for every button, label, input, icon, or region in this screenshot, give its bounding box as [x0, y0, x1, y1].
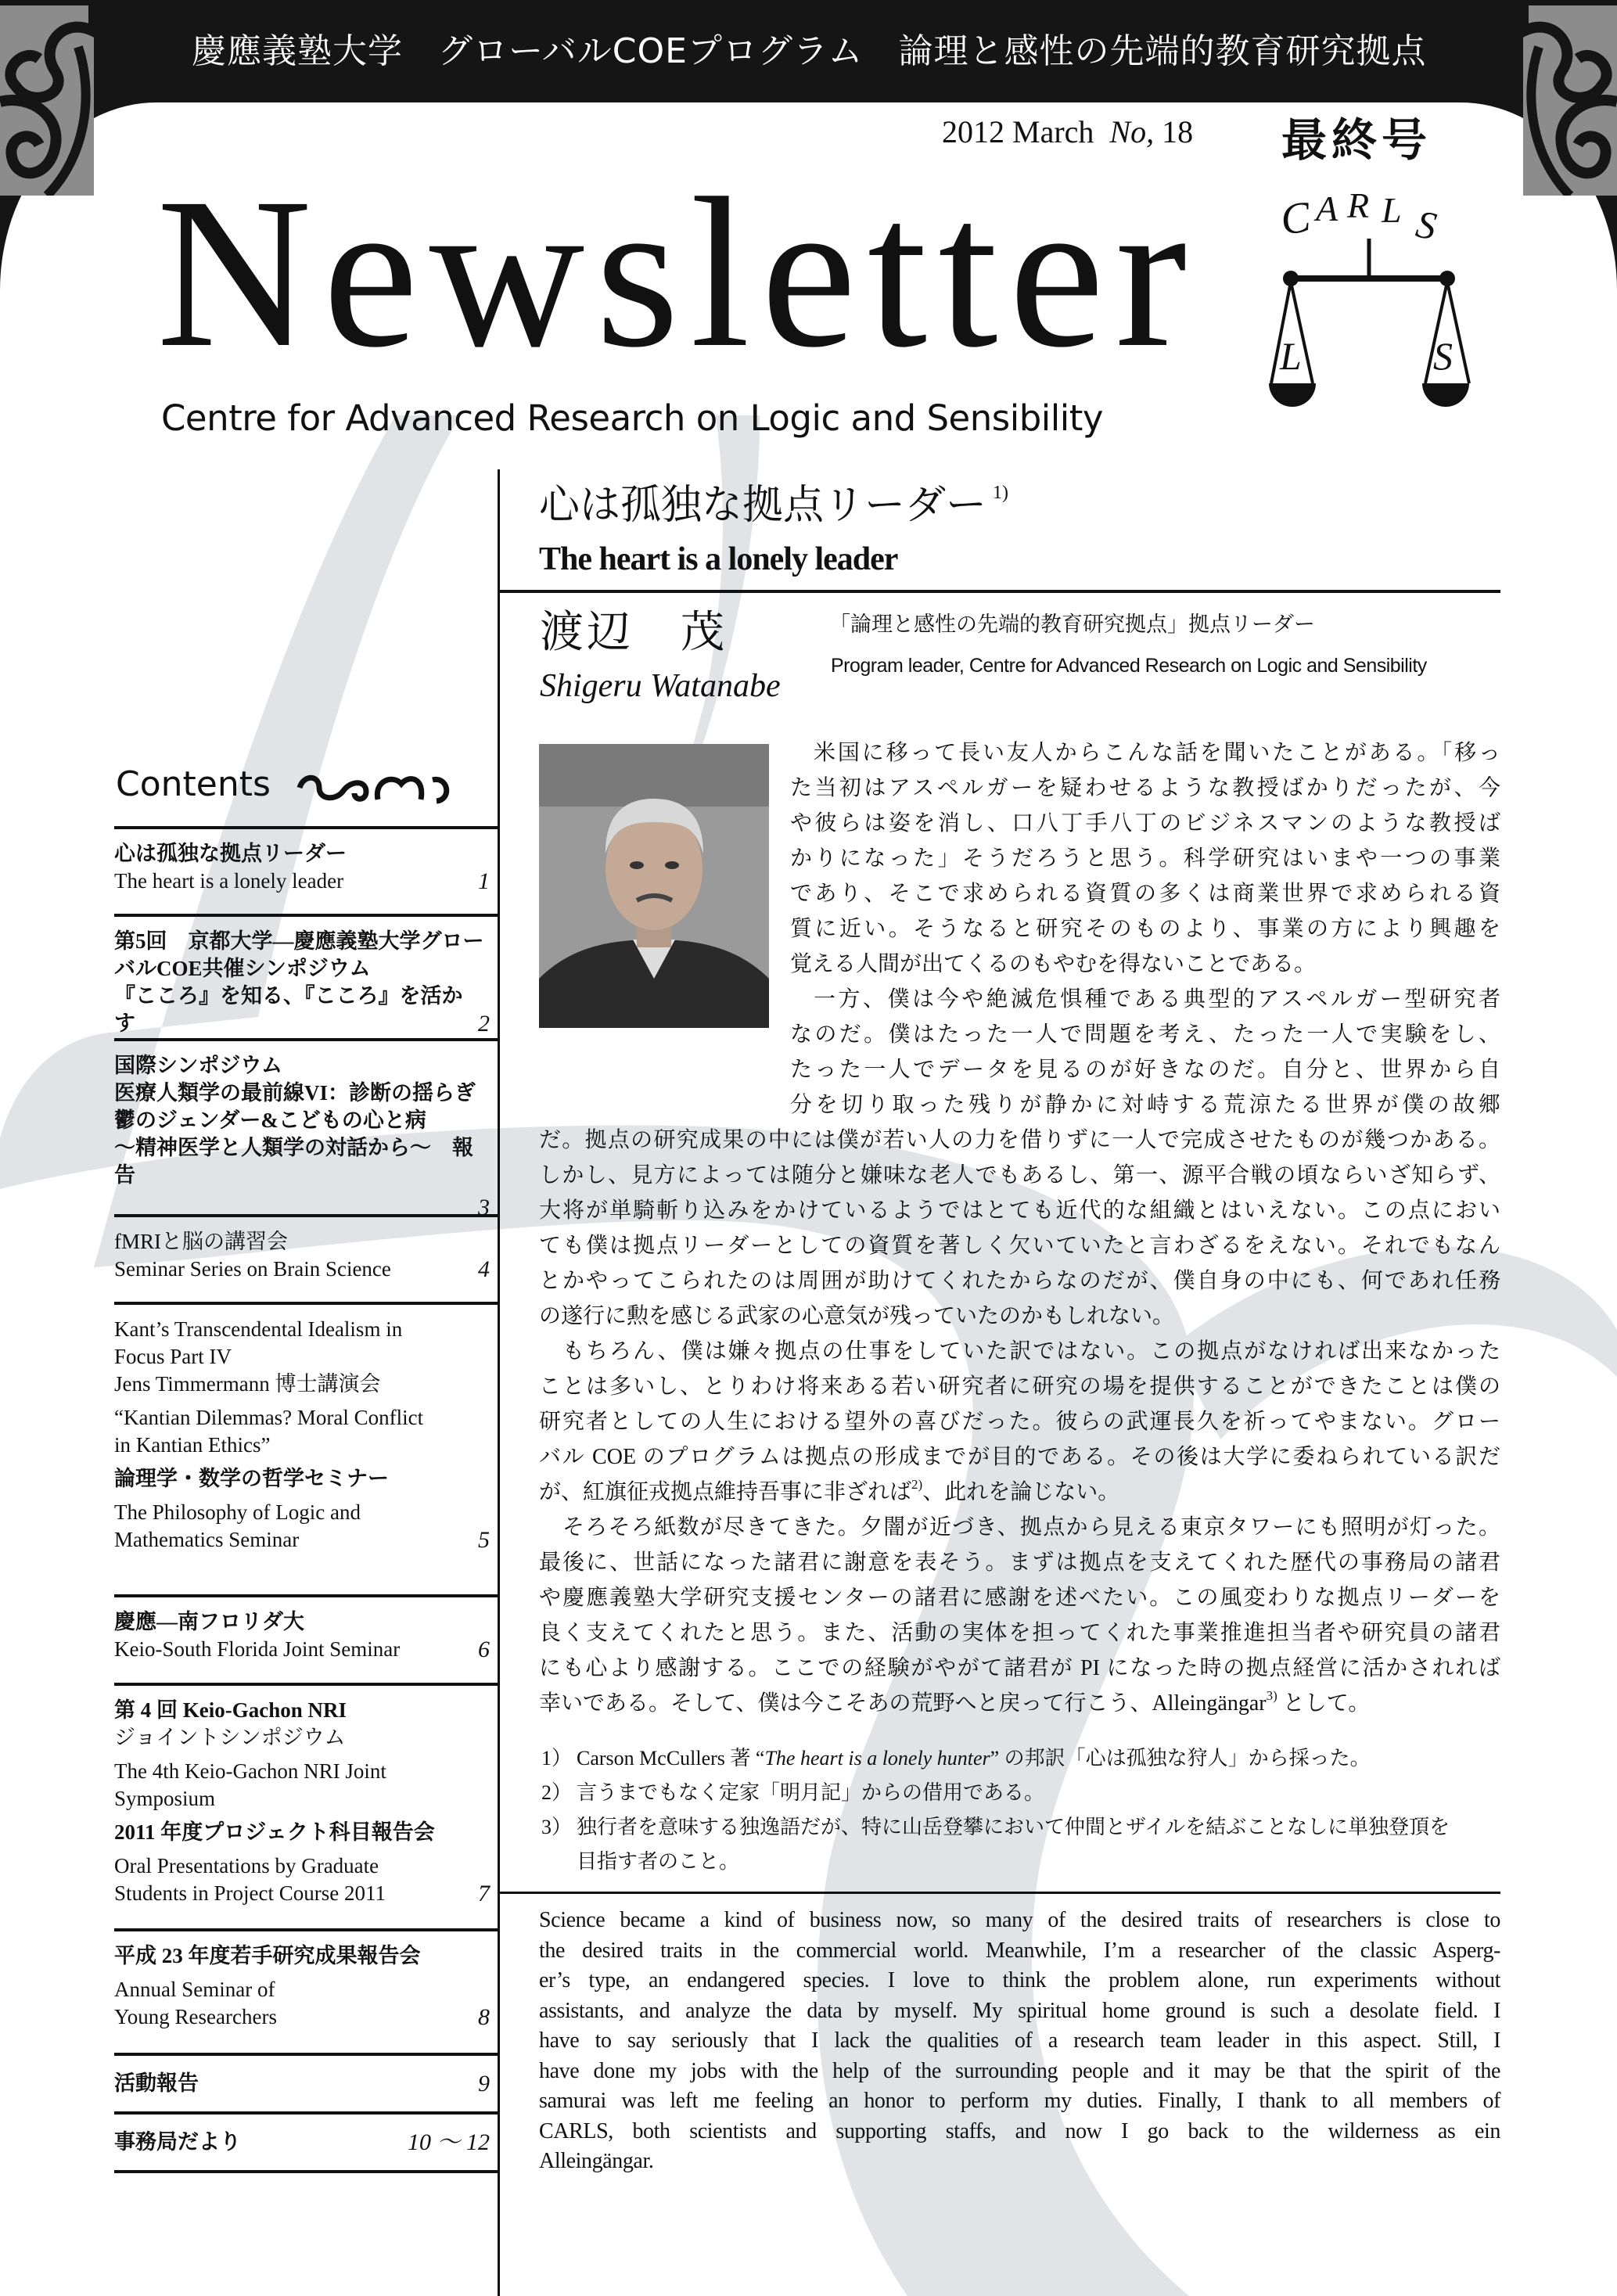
body-text: バル COE のプログラムは拠点の形成までが目的である。その後は大学に委ねられている訳だ — [539, 1445, 1500, 1469]
english-line: samurai was left me feeling an honor to perform my duties. Finally, I thank to all members of — [539, 2089, 1500, 2113]
contents-entry-line: Symposium — [114, 1787, 216, 1810]
contents-entry-line: 事務局だより — [114, 2130, 241, 2154]
body-line — [790, 911, 1500, 947]
contents-entry-line: 国際シンポジウム — [114, 1054, 283, 1077]
body-line — [539, 1193, 1500, 1228]
body-text: 一方、僕は今や絶滅危惧種である典型的アスペルガー型研究者 — [814, 987, 1500, 1011]
body-text: や慶應義塾大学研究支援センターの諸君に感謝を述べたい。この風変わりな拠点リーダーを — [539, 1586, 1500, 1610]
body-line — [790, 947, 1500, 982]
contents-entry-line: 第5回 京都大学―慶應義塾大学グロー — [114, 929, 484, 953]
contents-entry-lines — [114, 2056, 490, 2097]
contents-page-number: 3 — [478, 1195, 490, 1220]
author-affiliation-en: Program leader, Centre for Advanced Research on Logic and Sensibility — [831, 655, 1427, 677]
body-line — [539, 1475, 1500, 1510]
english-summary — [539, 1906, 1500, 2177]
body-text: ても僕は拠点リーダーとしての資質を著しく欠いていたと言わざるをえない。それでもなん — [539, 1234, 1500, 1258]
body-text: 質に近い。そうなると研究そのものより、事業の方により興趣を — [790, 917, 1500, 941]
contents-entry-line: Annual Seminar of — [114, 1978, 275, 2001]
footnote-number: 1） — [541, 1747, 573, 1770]
contents-entry-line: 第 4 回 Keio-Gachon NRI — [114, 1698, 347, 1722]
contents-entry-line: Focus Part IV — [114, 1345, 232, 1368]
carls-scales-logo — [1267, 188, 1471, 430]
body-line — [790, 841, 1500, 876]
contents-entry-row — [114, 1880, 490, 1907]
body-text: とかやってこられたのは周囲が助けてくれたからなのだが、僕自身の中にも、何であれ任務 — [539, 1269, 1500, 1293]
body-text: が、紅旗征戎拠点維持吾事に非ざれば — [539, 1480, 912, 1504]
body-line — [539, 1439, 1500, 1475]
body-line — [539, 1334, 1500, 1369]
body-text: 良く支えてくれたと思う。また、活動の実体を担ってくれた事業推進担当者や研究員の諸君 — [539, 1621, 1500, 1645]
contents-entry-line: 鬱のジェンダー&こどもの心と病 — [114, 1108, 426, 1132]
contents-entry-lines — [114, 1597, 490, 1663]
contents-entry-lines — [114, 1305, 490, 1554]
divider — [114, 2170, 499, 2173]
body-text: だ。拠点の研究成果の中には僕が若い人の力を借りずに一人で完成させたものが幾つかある。 — [539, 1128, 1500, 1152]
footnotes — [541, 1741, 1500, 1879]
svg-text:L: L — [1382, 190, 1402, 230]
footnote-italic: The heart is a lonely hunter — [764, 1747, 990, 1770]
contents-entry-line: The Philosophy of Logic and — [114, 1500, 361, 1524]
contents-entry-lines — [114, 917, 490, 1037]
contents-entry[interactable] — [114, 829, 490, 895]
footnote-text: ” の邦訳「心は孤独な狩人」から採った。 — [990, 1747, 1371, 1770]
body-text: 分を切り取った残りが静かに対峙する荒涼たる世界が僕の故郷 — [790, 1093, 1500, 1117]
masthead-title: Newsletter — [156, 154, 1198, 392]
contents-entry-line: The 4th Keio-Gachon NRI Joint — [114, 1759, 386, 1783]
contents-entry-line: Mathematics Seminar — [114, 1528, 300, 1551]
contents-entry-line: 2011 年度プロジェクト科目報告会 — [114, 1820, 435, 1844]
contents-entry-row — [114, 2070, 490, 2097]
contents-page-number: 10 ～ 12 — [408, 2129, 490, 2155]
article-title-en: The heart is a lonely leader — [539, 541, 898, 577]
contents-entry[interactable] — [114, 2115, 490, 2156]
contents-entry-line: 心は孤独な拠点リーダー — [114, 842, 347, 865]
body-line — [539, 1299, 1500, 1334]
contents-entry-line: 医療人類学の最前線VI：診断の揺らぎ — [114, 1081, 476, 1105]
english-line: CARLS, both scientists and supporting staffs, and now I go back to the wilderness as ein — [539, 2118, 1500, 2143]
footnote-text: 独行者を意味する独逸語だが、特に山岳登攀において仲間とザイルを結ぶことなしに単独登頂を — [577, 1816, 1450, 1838]
body-text: として。 — [1277, 1691, 1371, 1716]
author-photo — [539, 744, 769, 1028]
body-text: 、此れを論じない。 — [922, 1480, 1120, 1504]
issue-number: 18 — [1162, 114, 1194, 149]
contents-entry-line: in Kantian Ethics” — [114, 1433, 271, 1457]
footnote-ref: 3) — [1266, 1688, 1277, 1703]
footnote-ref: 1) — [993, 483, 1009, 503]
body-text: そろそろ紙数が尽きてきた。夕闇が近づき、拠点から見える東京タワーにも照明が灯った。 — [562, 1515, 1500, 1540]
body-line — [790, 771, 1500, 806]
body-line — [539, 1158, 1500, 1193]
contents-entry-lines — [114, 1931, 490, 2031]
contents-entry-line: バルCOE共催シンポジウム — [114, 957, 371, 980]
body-line — [539, 1369, 1500, 1404]
contents-entry-row — [114, 1636, 490, 1663]
author-name-jp: 渡辺 茂 — [540, 609, 728, 657]
contents-entry-line: fMRIと脳の講習会 — [114, 1230, 288, 1253]
body-text: にも心より感謝する。ここでの経験がやがて諸君が PI になった時の拠点経営に活かされれば — [539, 1656, 1500, 1680]
contents-page-number: 9 — [478, 2071, 490, 2097]
body-line — [790, 1017, 1500, 1052]
contents-entry-lines — [114, 1217, 490, 1283]
contents-entry-line: 平成 23 年度若手研究成果報告会 — [114, 1944, 421, 1967]
contents-entry-line: The heart is a lonely leader — [114, 869, 344, 893]
body-text: 米国に移って長い友人からこんな話を聞いたことがある。「移っ — [814, 741, 1500, 765]
contents-entry-line: Oral Presentations by Graduate — [114, 1854, 379, 1877]
footnote-text: Carson McCullers 著 “ — [577, 1747, 765, 1770]
contents-entry-row — [114, 1526, 490, 1554]
svg-text:A: A — [1316, 189, 1339, 228]
body-line — [539, 1123, 1500, 1158]
contents-entry-line: 論理学・数学の哲学セミナー — [114, 1467, 389, 1490]
contents-entry-line: Keio-South Florida Joint Seminar — [114, 1637, 401, 1661]
body-text: であり、そこで求められる資質の多くは商業世界で求められる資 — [790, 882, 1500, 906]
body-text: しかし、見方によっては随分と嫌味な老人でもあるし、第一、源平合戦の頃ならいざ知らず、 — [539, 1163, 1500, 1188]
svg-text:L: L — [1280, 334, 1302, 378]
contents-entry-row — [114, 2129, 490, 2156]
body-line — [539, 1404, 1500, 1439]
author-affiliation-jp: 「論理と感性の先端的教育研究拠点」拠点リーダー — [829, 613, 1315, 637]
footnote-text: 言うまでもなく定家「明月記」からの借用である。 — [577, 1781, 1045, 1804]
body-text: もちろん、僕は嫌々拠点の仕事をしていた訳ではない。この拠点がなければ出来なかった — [562, 1339, 1500, 1364]
masthead-subtitle: Centre for Advanced Research on Logic and Sensibility — [161, 397, 1104, 439]
body-line — [539, 1651, 1500, 1686]
body-line — [790, 735, 1500, 771]
contents-entry-line: Students in Project Course 2011 — [114, 1881, 386, 1905]
english-line: Science became a kind of business now, so many of the desired traits of researchers is close to — [539, 1908, 1500, 1932]
article-title-jp-text: 心は孤独な拠点リーダー — [539, 483, 987, 528]
banner-title: 慶應義塾大学 グローバルCOEプログラム 論理と感性の先端的教育研究拠点 — [192, 31, 1427, 71]
body-line — [539, 1263, 1500, 1299]
article-title-jp — [539, 482, 1008, 530]
final-issue-label: 最終号 — [1281, 113, 1432, 167]
body-text: や彼らは姿を消し、口八丁手八丁のビジネスマンのような教授ば — [790, 811, 1500, 835]
contents-entry[interactable] — [114, 1041, 490, 1221]
contents-page-number: 8 — [478, 2004, 490, 2030]
body-text: 幸いである。そして、僕は今こそあの荒野へと戻って行こう、Alleingängar — [539, 1691, 1267, 1716]
contents-entry[interactable] — [114, 917, 490, 1037]
body-line — [790, 982, 1500, 1017]
body-text: かりになった」そうだろうと思う。科学研究はいまや一つの事業 — [790, 846, 1500, 871]
contents-entry[interactable] — [114, 1931, 490, 2031]
body-text: た当初はアスペルガーを疑わせるような教授ばかりだったが、今 — [790, 776, 1500, 800]
contents-page-number: 7 — [478, 1881, 490, 1906]
english-line: the desired traits in the commercial world. Meanwhile, I’m a researcher of the classic Asperg- — [539, 1938, 1500, 1963]
body-text: 研究者としての人生における望外の喜びだった。彼らの武運長久を祈ってやまない。グロー — [539, 1410, 1500, 1434]
column-divider — [498, 469, 500, 2296]
footnote — [541, 1776, 1500, 1810]
english-line: have done my jobs with the help of the surrounding people and it may be that the spirit of the — [539, 2058, 1500, 2083]
footnote-ref: 2) — [911, 1477, 923, 1492]
body-text: の遂行に勲を感じる武家の心意気が残っていたのかもしれない。 — [539, 1304, 1175, 1328]
footnote-number: 3） — [541, 1816, 573, 1838]
contents-entry-row — [114, 868, 490, 895]
body-line — [539, 1686, 1500, 1721]
contents-entry-line: 活動報告 — [114, 2071, 199, 2095]
english-line: er’s type, an endangered species. I love to think the problem alone, run experiments without — [539, 1968, 1500, 1992]
contents-entry-line: Young Researchers — [114, 2005, 277, 2028]
issue-info — [942, 114, 1193, 150]
body-text: 大将が単騎斬り込みをかけているようではとても近代的な組織とはいえない。この点におい — [539, 1198, 1500, 1223]
english-line: assistants, and analyze the data by myself. My spiritual home ground is such a desolate field. I — [539, 1998, 1500, 2023]
article-body — [539, 1123, 1500, 1721]
body-line — [539, 1228, 1500, 1263]
contents-entry-line: 慶應―南フロリダ大 — [114, 1610, 304, 1633]
contents-entry-line: 『こころ』を知る、『こころ』を活かす — [114, 984, 463, 1035]
divider — [498, 1892, 1500, 1894]
contents-page-number: 5 — [478, 1527, 490, 1553]
author-name-en: Shigeru Watanabe — [540, 668, 781, 704]
body-line — [790, 876, 1500, 911]
contents-entry-lines — [114, 1041, 490, 1221]
footnote-number: 2） — [541, 1781, 573, 1804]
body-text: 最後に、世話になった諸君に謝意を表そう。まずは拠点を支えてくれた歴代の事務局の諸君 — [539, 1550, 1500, 1575]
contents-entry[interactable] — [114, 1305, 490, 1554]
svg-text:R: R — [1347, 188, 1370, 225]
contents-page-number: 1 — [478, 868, 490, 894]
body-line — [790, 1087, 1500, 1123]
contents-entry[interactable] — [114, 2056, 490, 2097]
footnote — [541, 1810, 1500, 1845]
contents-entry-row — [114, 983, 490, 1037]
contents-entry-row — [114, 1256, 490, 1283]
body-line — [790, 806, 1500, 841]
contents-heading: Contents — [116, 764, 271, 804]
issue-no-label: No, — [1109, 114, 1155, 149]
contents-entry-line: Jens Timmermann 博士講演会 — [114, 1372, 381, 1396]
body-text: たった一人でデータを見るのが好きなのだ。自分と、世界から自 — [790, 1058, 1500, 1082]
contents-entry-lines — [114, 1686, 490, 1907]
contents-entry-line: Kant’s Transcendental Idealism in — [114, 1317, 403, 1341]
body-text: ことは多いし、とりわけ将来ある若い研究者に研究の場を提供することができたことは僕の — [539, 1374, 1500, 1399]
footnote-continuation: 目指す者のこと。 — [577, 1850, 740, 1873]
contents-entry-line: Seminar Series on Brain Science — [114, 1257, 391, 1281]
footnote — [541, 1741, 1500, 1776]
contents-entry-line: “Kantian Dilemmas? Moral Conflict — [114, 1406, 424, 1429]
contents-entry[interactable] — [114, 1597, 490, 1663]
body-line — [790, 1052, 1500, 1087]
contents-entry-row — [114, 2003, 490, 2031]
svg-text:C: C — [1277, 192, 1313, 245]
article-body-narrow — [790, 735, 1500, 1123]
issue-date: 2012 March — [942, 114, 1094, 149]
body-text: なのだ。僕はたった一人で問題を考え、たった一人で実験をし、 — [790, 1022, 1500, 1047]
english-line: Alleingängar. — [539, 2149, 654, 2173]
svg-text:S: S — [1413, 201, 1440, 249]
body-line — [539, 1615, 1500, 1651]
contents-page-number: 4 — [478, 1256, 490, 1282]
contents-entry[interactable] — [114, 1686, 490, 1907]
contents-entry-lines — [114, 829, 490, 895]
contents-entry-line: ジョイントシンポジウム — [114, 1726, 346, 1749]
flourish-ornament-icon — [296, 768, 452, 807]
contents-page-number: 6 — [478, 1637, 490, 1662]
body-line — [539, 1580, 1500, 1615]
contents-entry-lines — [114, 2115, 490, 2156]
svg-text:S: S — [1433, 334, 1453, 378]
contents-entry[interactable] — [114, 1217, 490, 1283]
english-line: have to say seriously that I lack the qualities of a research team leader in this aspect. Still, I — [539, 2028, 1500, 2053]
divider — [498, 590, 1500, 593]
body-line — [539, 1510, 1500, 1545]
contents-entry-line: ～精神医学と人類学の対話から～ 報告 — [114, 1136, 473, 1187]
contents-page-number: 2 — [478, 1011, 490, 1037]
body-line — [539, 1545, 1500, 1580]
body-text: 覚える人間が出てくるのもやむを得ないことである。 — [790, 952, 1317, 976]
